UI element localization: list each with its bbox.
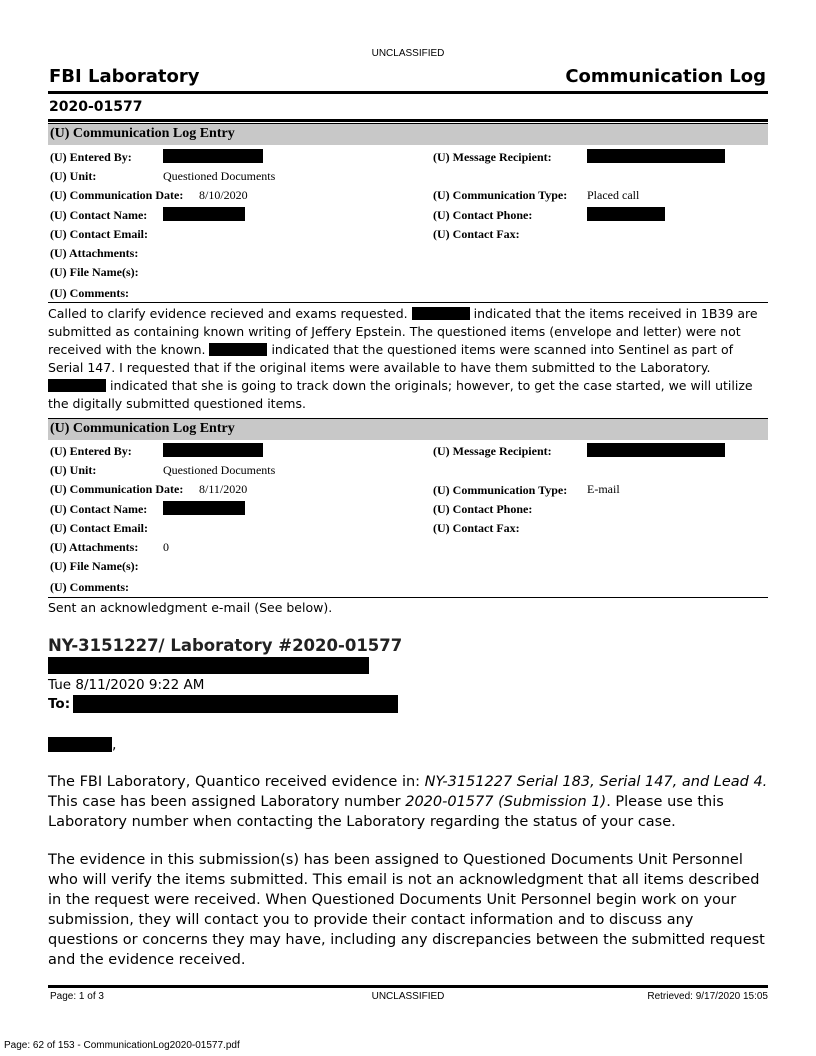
entry-2-phone-label: (U) Contact Phone:	[433, 502, 533, 516]
email-to-redaction	[73, 695, 398, 713]
entry-1-title: (U) Communication Log Entry	[50, 126, 235, 141]
entry-1-phone-label: (U) Contact Phone:	[433, 208, 533, 222]
entry-1-header	[48, 123, 768, 145]
entry-2-date-value: 8/11/2020	[199, 482, 248, 496]
classification-top: UNCLASSIFIED	[371, 48, 445, 59]
entry-1-filenames-label: (U) File Name(s):	[50, 265, 139, 279]
footer-retrieved: Retrieved: 9/17/2020 15:05	[647, 991, 768, 1002]
entry-1-type-label: (U) Communication Type:	[433, 188, 568, 202]
entry-2-unit-label: (U) Unit:	[50, 463, 97, 477]
entry-1-recipient-redaction	[587, 149, 725, 163]
entry-2-entered-by-label: (U) Entered By:	[50, 444, 132, 458]
entry-2-unit-value: Questioned Documents	[163, 463, 276, 477]
entry-1-contact-name-redaction	[163, 207, 245, 221]
email-paragraph-2: The evidence in this submission(s) has been assigned to Questioned Documents Unit Personnel who will verify the items submitted. This email is not an acknowledgment that all items described in the request were received. When Questioned Documents Unit Personnel begin work on your submission, they will contact you to provide their contact information and to discuss any questions or concerns they may have, including any discrepancies between the submitted request and the evidence received.	[48, 852, 765, 968]
header-rule	[48, 91, 768, 94]
entry-2-recipient-label: (U) Message Recipient:	[433, 444, 552, 458]
entry-2-email-label: (U) Contact Email:	[50, 521, 148, 535]
entry-2-attachments-label: (U) Attachments:	[50, 540, 139, 554]
entry-1-email-label: (U) Contact Email:	[50, 227, 148, 241]
comment-redaction-1	[412, 307, 470, 320]
entry-1-comments-label: (U) Comments:	[50, 286, 129, 300]
entry-2-contact-name-label: (U) Contact Name:	[50, 502, 148, 516]
lab-title: FBI Laboratory	[49, 66, 200, 87]
entry-1-comments-rule	[48, 302, 768, 303]
entry-2-fax-label: (U) Contact Fax:	[433, 521, 520, 535]
case-number: 2020-01577	[49, 99, 143, 115]
entry-2-header	[48, 418, 768, 440]
entry-1-entered-by-label: (U) Entered By:	[50, 150, 132, 164]
greeting-redaction	[48, 737, 112, 752]
entry-1-attachments-label: (U) Attachments:	[50, 246, 139, 260]
entry-1-fax-label: (U) Contact Fax:	[433, 227, 520, 241]
comment-redaction-2	[209, 343, 267, 356]
entry-1-recipient-label: (U) Message Recipient:	[433, 150, 552, 164]
entry-2-comments-text: Sent an acknowledgment e-mail (See below).	[48, 600, 333, 615]
entry-2-type-value: E-mail	[587, 482, 620, 496]
entry-2-comments-rule	[48, 597, 768, 598]
entry-2-entered-by-redaction	[163, 443, 263, 457]
entry-2-recipient-redaction	[587, 443, 725, 457]
entry-1-entered-by-redaction	[163, 149, 263, 163]
entry-1-date-value: 8/10/2020	[199, 188, 248, 202]
entry-1-unit-label: (U) Unit:	[50, 169, 97, 183]
log-title: Communication Log	[565, 66, 766, 87]
comment-redaction-3	[48, 379, 106, 392]
entry-1-comments-text: Called to clarify evidence recieved and exams requested. indicated that the items received in 1B39 are submitted as containing known writing of Jeffery Epstein. The questioned items (envelope and letter) were not received with the known. indicated that the questioned items were scanned into Sentinel as part of Serial 147. I requested that if the original items were available to have them submitted to the Laboratory. indicated that she is going to track down the originals; however, to get the case started, we will utilize the digitally submitted questioned items.	[48, 306, 758, 411]
entry-1-type-value: Placed call	[587, 188, 640, 202]
footer-rule	[48, 985, 768, 988]
case-rule	[48, 119, 768, 122]
footer-classification: UNCLASSIFIED	[371, 991, 445, 1002]
entry-1-phone-redaction	[587, 207, 665, 221]
email-paragraph-1: The FBI Laboratory, Quantico received evidence in: NY-3151227 Serial 183, Serial 147, and Lead 4. This case has been assigned Laboratory number 2020-01577 (Submission 1). Please use this Laboratory number when contacting the Laboratory regarding the status of your case.	[48, 774, 768, 830]
entry-1-contact-name-label: (U) Contact Name:	[50, 208, 148, 222]
entry-2-comments-label: (U) Comments:	[50, 580, 129, 594]
footer-page-number: Page: 1 of 3	[50, 991, 104, 1002]
pdf-page-meta: Page: 62 of 153 - CommunicationLog2020-01577.pdf	[4, 1040, 240, 1051]
entry-2-title: (U) Communication Log Entry	[50, 421, 235, 436]
entry-2-filenames-label: (U) File Name(s):	[50, 559, 139, 573]
entry-2-contact-name-redaction	[163, 501, 245, 515]
email-from-redaction	[48, 657, 369, 674]
entry-1-unit-value: Questioned Documents	[163, 169, 276, 183]
entry-2-date-label: (U) Communication Date:	[50, 482, 184, 496]
email-to-label: To:	[48, 696, 71, 712]
greeting-comma: ,	[112, 737, 117, 753]
entry-2-attachments-value: 0	[163, 540, 169, 554]
email-date: Tue 8/11/2020 9:22 AM	[48, 677, 205, 693]
entry-2-type-label: (U) Communication Type:	[433, 483, 568, 497]
entry-1-date-label: (U) Communication Date:	[50, 188, 184, 202]
email-subject: NY-3151227/ Laboratory #2020-01577	[48, 636, 403, 655]
